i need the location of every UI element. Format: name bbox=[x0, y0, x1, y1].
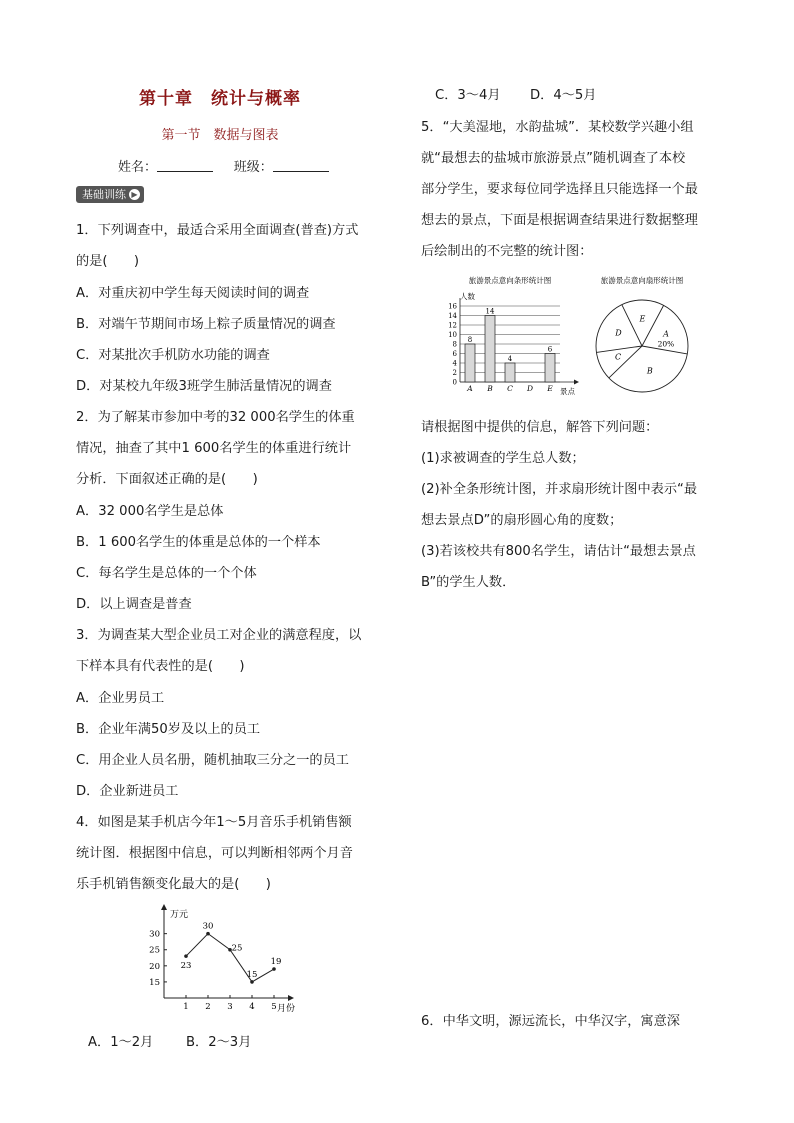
category-label: E bbox=[547, 384, 553, 393]
y-tick-label: 10 bbox=[448, 331, 457, 339]
category-label: D bbox=[526, 384, 534, 393]
bar-value-label: 8 bbox=[467, 336, 473, 344]
name-blank[interactable] bbox=[157, 159, 213, 172]
y-axis-arrow bbox=[161, 904, 167, 910]
q4-option-c: C．3～4月 bbox=[435, 88, 501, 103]
data-label: 15 bbox=[246, 969, 258, 980]
name-class-row bbox=[118, 156, 329, 175]
q5-sub2-line2: 想去景点D”的扇形圆心角的度数； bbox=[421, 513, 623, 528]
data-label: 23 bbox=[180, 961, 192, 972]
data-label: 30 bbox=[202, 921, 214, 932]
q5-stem-line2: 就“最想去的盐城市旅游景点”随机调查了本校 bbox=[421, 151, 686, 166]
x-tick-label: 5 bbox=[271, 1002, 277, 1012]
slice-label-A: A bbox=[663, 329, 669, 339]
x-axis-arrow bbox=[288, 995, 294, 1001]
slice-label-B: B bbox=[646, 366, 653, 376]
q5-sub2-line1: (2)补全条形统计图，并求扇形统计图中表示“最 bbox=[421, 482, 698, 497]
q6-stem-line1: 6．中华文明，源远流长，中华汉字，寓意深 bbox=[421, 1014, 680, 1029]
category-label: B bbox=[487, 384, 493, 393]
q4-stem-line2: 统计图．根据图中信息，可以判断相邻两个月音 bbox=[76, 846, 353, 861]
bar-value-label: 4 bbox=[507, 355, 513, 363]
bar-B bbox=[485, 316, 495, 383]
class-blank[interactable] bbox=[273, 159, 329, 172]
q2-option-d: D．以上调查是普查 bbox=[76, 597, 192, 612]
y-tick-label: 8 bbox=[452, 340, 457, 349]
bar-value-label: 6 bbox=[547, 345, 553, 354]
pie-chart-title: 旅游景点意向扇形统计图 bbox=[600, 276, 684, 285]
q4-stem-line1: 4．如图是某手机店今年1～5月音乐手机销售额 bbox=[76, 815, 352, 830]
bar-x-axis-label: 景点 bbox=[560, 387, 575, 396]
q2-option-a: A．32 000名学生是总体 bbox=[76, 504, 224, 519]
q2-option-b: B．1 600名学生的体重是总体的一个样本 bbox=[76, 535, 321, 550]
chapter-title: 第十章 统计与概率 bbox=[139, 89, 301, 109]
q3-stem-line1: 3．为调查某大型企业员工对企业的满意程度，以 bbox=[76, 628, 362, 643]
y-axis-label: 万元 bbox=[170, 910, 189, 920]
q1-option-c: C．对某批次手机防水功能的调查 bbox=[76, 348, 270, 363]
category-label: A bbox=[467, 384, 473, 393]
class-label: 班级： bbox=[233, 160, 273, 175]
q5-stem-line1: 5．“大美湿地，水韵盐城”．某校数学兴趣小组 bbox=[421, 120, 694, 135]
q1-option-d: D．对某校九年级3班学生肺活量情况的调查 bbox=[76, 379, 332, 394]
pie-chart-marks bbox=[596, 300, 688, 392]
y-tick-label: 30 bbox=[149, 929, 160, 940]
line-chart-marks bbox=[181, 922, 282, 984]
q3-stem-line2: 下样本具有代表性的是( ) bbox=[76, 659, 245, 674]
y-tick-label: 0 bbox=[452, 378, 457, 387]
x-tick-label: 4 bbox=[249, 1002, 255, 1012]
data-point bbox=[272, 967, 276, 971]
bar-E bbox=[545, 354, 555, 383]
q4-stem-line3: 乐手机销售额变化最大的是( ) bbox=[76, 877, 271, 892]
y-tick-label: 6 bbox=[452, 350, 457, 358]
attractions-pie-chart bbox=[588, 272, 698, 400]
series-line bbox=[186, 934, 274, 982]
q1-stem-line1: 1．下列调查中，最适合采用全面调查(普查)方式 bbox=[76, 223, 359, 238]
bar-chart-title: 旅游景点意向条形统计图 bbox=[468, 276, 552, 285]
data-point bbox=[250, 980, 254, 984]
y-tick-label: 12 bbox=[448, 321, 457, 330]
basic-training-badge bbox=[76, 186, 144, 203]
q1-option-b: B．对端午节期间市场上粽子质量情况的调查 bbox=[76, 317, 336, 332]
slice-label-D: D bbox=[615, 328, 622, 338]
badge-label: 基础训练 bbox=[82, 188, 126, 201]
x-tick-label: 2 bbox=[205, 1002, 211, 1012]
q5-stem-line4: 想去的景点，下面是根据调查结果进行数据整理 bbox=[421, 213, 698, 228]
slice-label-E: E bbox=[639, 314, 646, 324]
slice-percent-label: 20% bbox=[657, 339, 675, 349]
q2-stem-line3: 分析．下面叙述正确的是( ) bbox=[76, 472, 258, 487]
q4-option-d: D．4～5月 bbox=[530, 88, 597, 103]
q2-option-c: C．每名学生是总体的一个个体 bbox=[76, 566, 257, 581]
y-tick-label: 25 bbox=[149, 945, 160, 956]
q2-stem-line2: 情况，抽查了其中1 600名学生的体重进行统计 bbox=[76, 441, 352, 456]
q3-option-c: C．用企业人员名册，随机抽取三分之一的员工 bbox=[76, 753, 349, 768]
y-tick-label: 2 bbox=[452, 369, 457, 377]
y-tick-label: 15 bbox=[149, 977, 160, 988]
q3-option-d: D．企业新进员工 bbox=[76, 784, 179, 799]
q2-stem-line1: 2．为了解某市参加中考的32 000名学生的体重 bbox=[76, 410, 355, 425]
circle-arrow-icon: ▶ bbox=[129, 189, 140, 200]
y-tick-label: 14 bbox=[448, 312, 457, 320]
data-label: 25 bbox=[231, 943, 243, 954]
q4-option-b: B．2～3月 bbox=[186, 1035, 252, 1050]
name-label: 姓名： bbox=[118, 160, 158, 175]
y-tick-label: 4 bbox=[452, 359, 457, 368]
data-point bbox=[206, 932, 210, 936]
attractions-bar-chart bbox=[438, 272, 588, 400]
section-title: 第一节 数据与图表 bbox=[161, 128, 279, 143]
q1-option-a: A．对重庆初中学生每天阅读时间的调查 bbox=[76, 286, 310, 301]
q3-option-b: B．企业年满50岁及以上的员工 bbox=[76, 722, 261, 737]
data-point bbox=[184, 954, 188, 958]
y-tick-label: 20 bbox=[149, 961, 160, 972]
bar-y-axis-label: 人数 bbox=[460, 292, 475, 301]
q5-sub1: (1)求被调查的学生总人数； bbox=[421, 451, 585, 466]
bar-chart-marks bbox=[465, 308, 555, 394]
category-label: C bbox=[507, 384, 513, 393]
x-axis-arrow bbox=[574, 380, 579, 385]
q5-prompt: 请根据图中提供的信息，解答下列问题： bbox=[421, 420, 659, 435]
bar-C bbox=[505, 363, 515, 382]
q5-stem-line3: 部分学生，要求每位同学选择且只能选择一个最 bbox=[421, 182, 698, 197]
slice-label-C: C bbox=[614, 352, 622, 362]
q5-stem-line5: 后绘制出的不完整的统计图： bbox=[421, 244, 593, 259]
bar-value-label: 14 bbox=[485, 307, 495, 316]
x-tick-label: 1 bbox=[183, 1002, 189, 1012]
sales-line-chart bbox=[140, 900, 320, 1020]
q3-option-a: A．企业男员工 bbox=[76, 691, 165, 706]
bar-A bbox=[465, 344, 475, 382]
y-tick-label: 16 bbox=[448, 302, 457, 311]
x-axis-label: 月份 bbox=[277, 1004, 296, 1014]
q1-stem-line2: 的是( ) bbox=[76, 254, 140, 269]
x-tick-label: 3 bbox=[227, 1002, 233, 1012]
q4-option-a: A．1～2月 bbox=[88, 1035, 154, 1050]
q5-sub3-line1: (3)若该校共有800名学生，请估计“最想去景点 bbox=[421, 544, 696, 559]
data-label: 19 bbox=[270, 957, 282, 968]
q5-sub3-line2: B”的学生人数． bbox=[421, 575, 516, 590]
